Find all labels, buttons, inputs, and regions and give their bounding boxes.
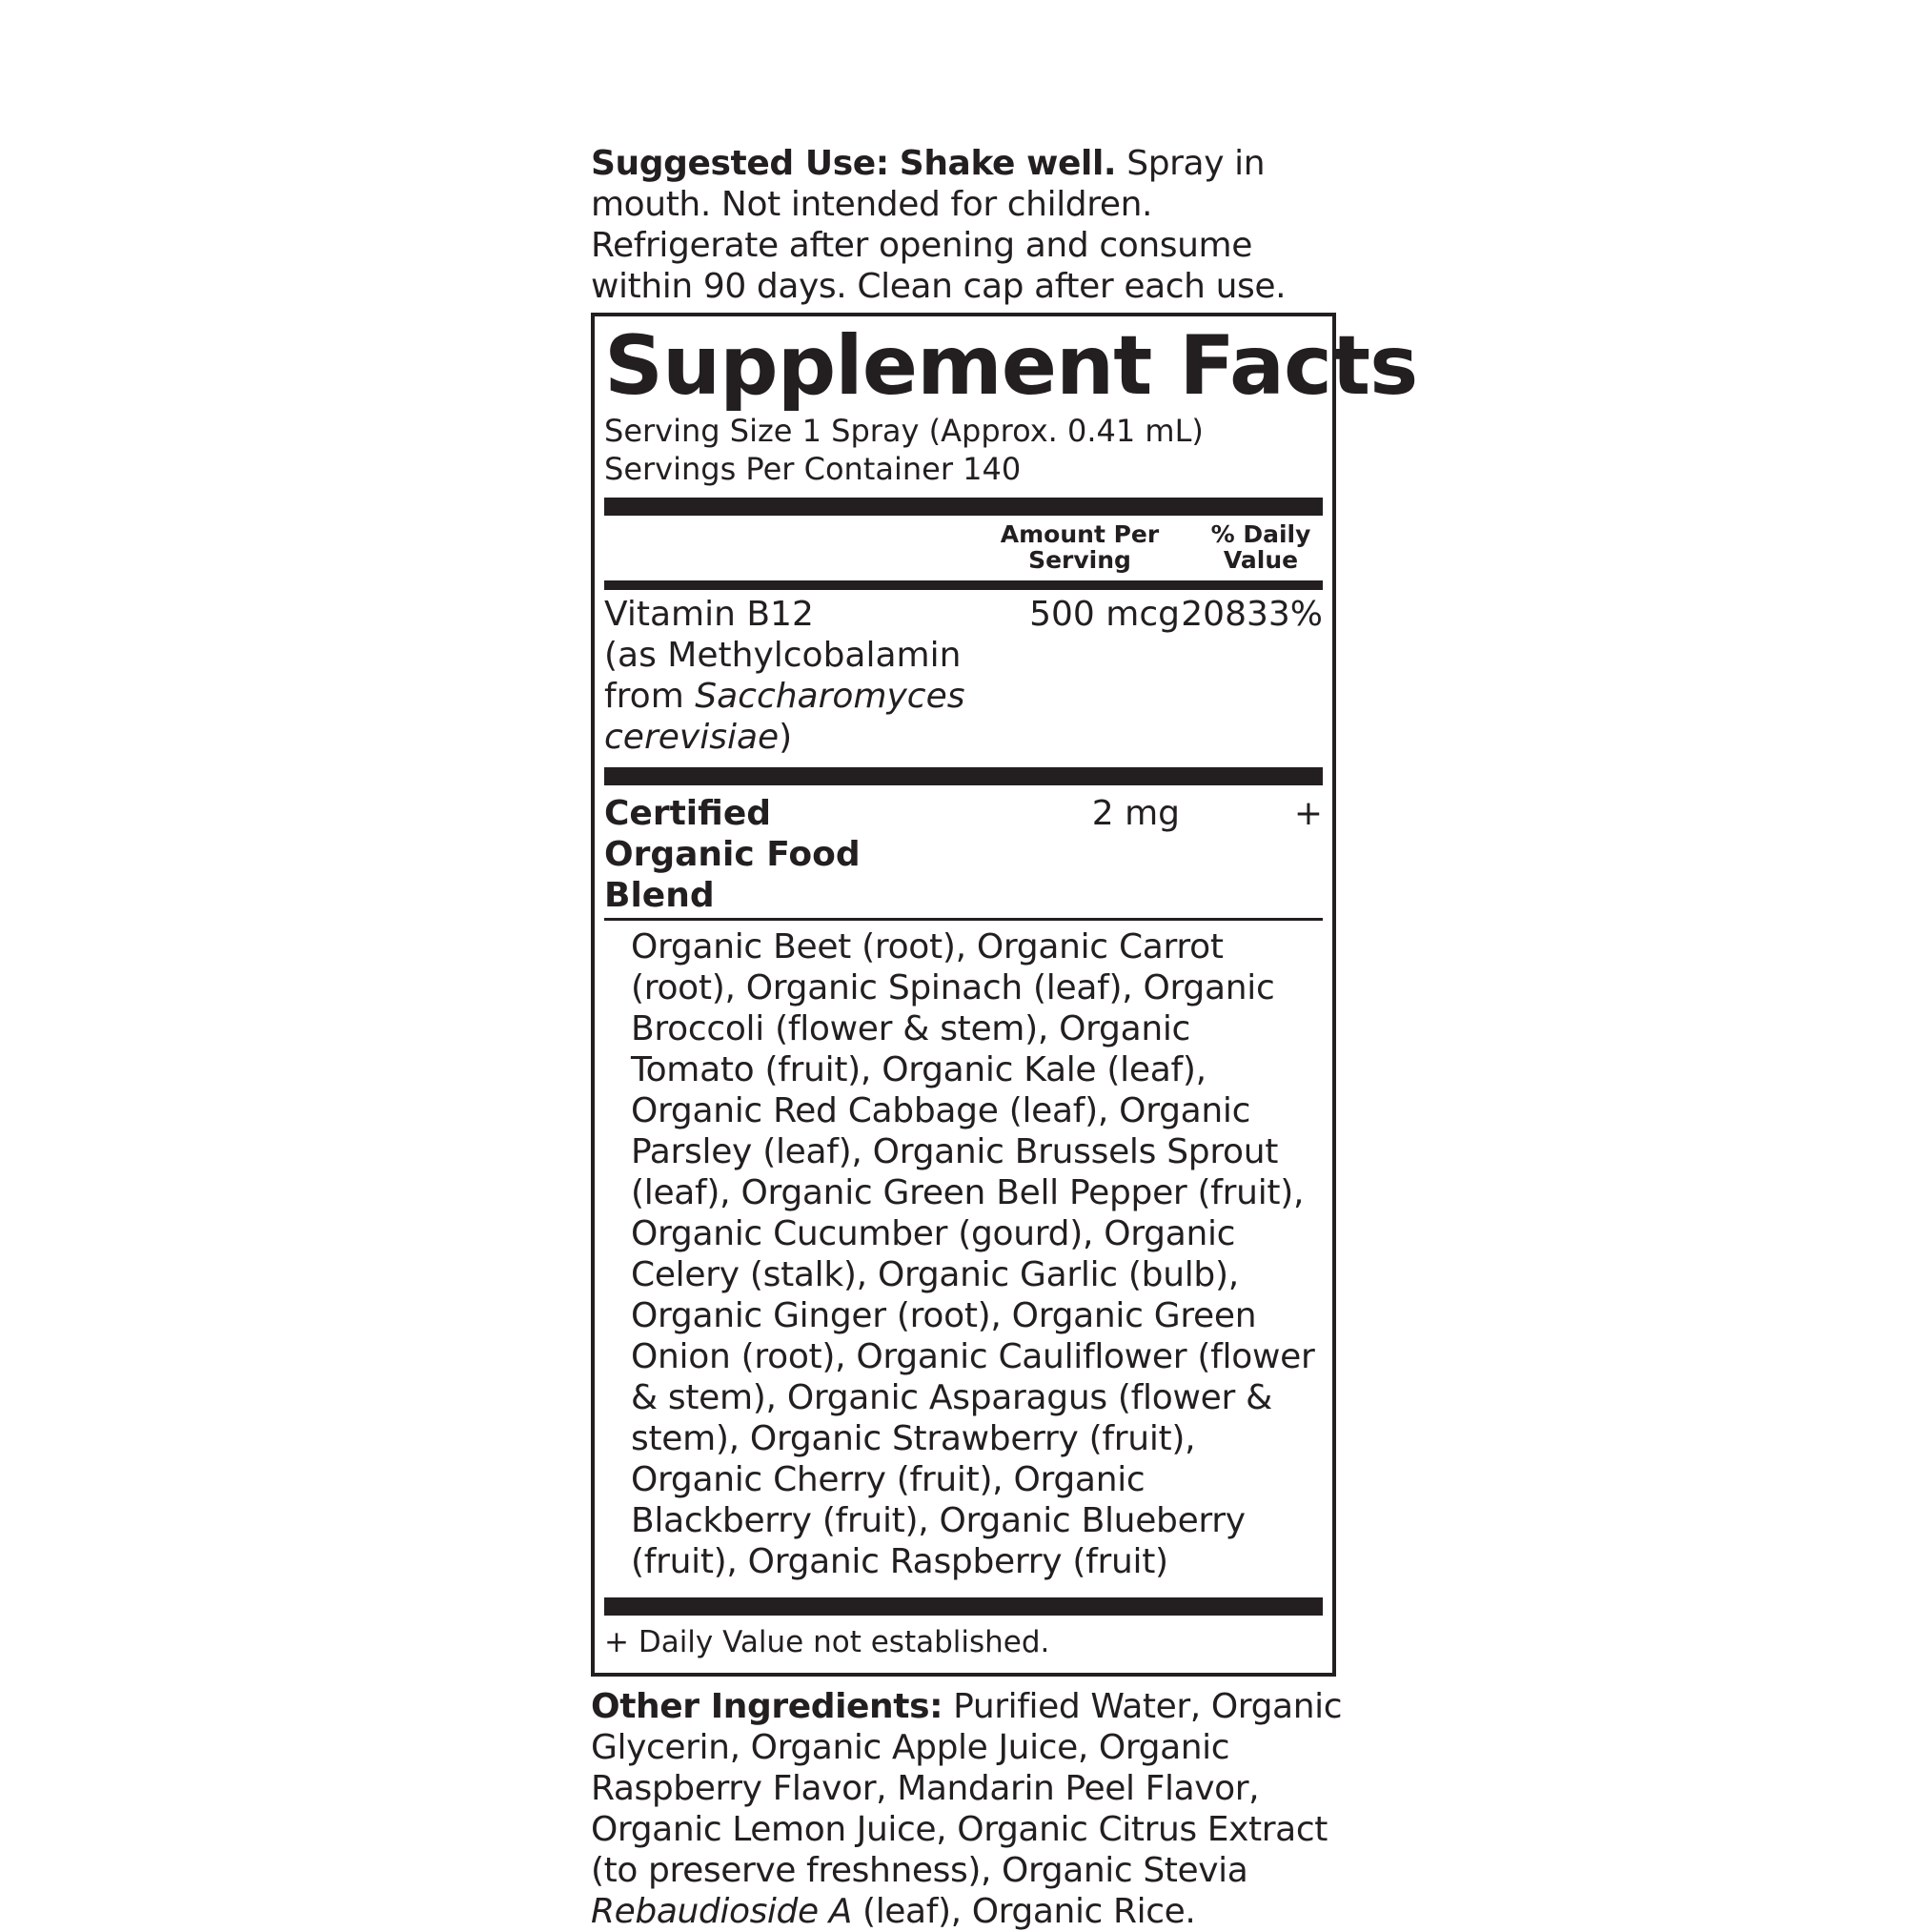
vitamin-b12-amount: 500 mcg (1029, 595, 1180, 634)
divider-medium (604, 580, 1323, 590)
footnote: + Daily Value not established. (604, 1625, 1050, 1659)
servings-per-container: Servings Per Container 140 (604, 451, 1022, 487)
product-label (591, 143, 1418, 1932)
vitamin-b12-name-cell (604, 594, 980, 758)
column-headers (604, 516, 1323, 580)
other-ingredients (591, 1686, 1344, 1932)
suggested-use-text: Spray in mouth. Not intended for children. Refrigerate after opening and consume within 90 days. Clean cap after each use. (591, 144, 1287, 306)
source-prefix: from (604, 677, 684, 716)
blend-daily-value: + (1293, 794, 1323, 833)
blend-ingredients: Organic Beet (root), Organic Carrot (root), Organic Spinach (leaf), Organic Broccoli (flower & stem), Organic Tomato (fruit), Organic Kale (leaf), Organic Red Cabbage (leaf), Organic Parsley (leaf), Organic Brussels Sprout (leaf), Organic Green Bell Pepper (fruit), Organic Cucumber (gourd), Organic Celery (stalk), Organic Garlic (bulb), Organic Ginger (root), Organic Green Onion (root), Organic Cauliflower (flower & stem), Organic Asparagus (flower & stem), Organic Strawberry (fruit), Organic Cherry (fruit), Organic Blackberry (fruit), Organic Blueberry (fruit), Organic Raspberry (fruit) (631, 927, 1315, 1581)
other-ingredients-tail: (leaf), Organic Rice. (862, 1892, 1196, 1931)
vitamin-b12-source-line2 (604, 676, 980, 758)
divider-thick (604, 767, 1323, 785)
source-suffix: ) (779, 718, 793, 757)
vitamin-b12-source-line1: (as Methylcobalamin (604, 636, 962, 675)
blend-amount: 2 mg (1091, 794, 1180, 833)
blend-name: Certified Organic Food Blend (604, 794, 861, 915)
blend-row (604, 785, 1323, 918)
suggested-use (591, 143, 1344, 307)
supplement-facts-panel (591, 313, 1418, 1677)
suggested-use-bold: Shake well. (899, 144, 1117, 183)
suggested-use-label: Suggested Use: (591, 144, 889, 183)
facts-title: Supplement Facts (604, 318, 1418, 414)
vitamin-b12-daily-value: 20833% (1181, 595, 1323, 634)
source-species: Saccharomyces cerevisiae (604, 677, 965, 757)
daily-value-header: % Daily Value (1210, 520, 1311, 574)
other-ingredients-label: Other Ingredients: (591, 1687, 943, 1726)
vitamin-b12-row (604, 590, 1323, 767)
other-ingredients-italic: Rebaudioside A (591, 1892, 852, 1931)
divider-thick (604, 1597, 1323, 1616)
divider-thick (604, 498, 1323, 516)
amount-per-serving-header: Amount Per Serving (1000, 520, 1160, 574)
vitamin-b12-name: Vitamin B12 (604, 595, 814, 634)
serving-size: Serving Size 1 Spray (Approx. 0.41 mL) (604, 413, 1204, 449)
other-ingredients-text: Purified Water, Organic Glycerin, Organic Apple Juice, Organic Raspberry Flavor, Mandarin Peel Flavor, Organic Lemon Juice, Organic Citrus Extract (to preserve freshness), Organic Stevia (591, 1687, 1343, 1890)
